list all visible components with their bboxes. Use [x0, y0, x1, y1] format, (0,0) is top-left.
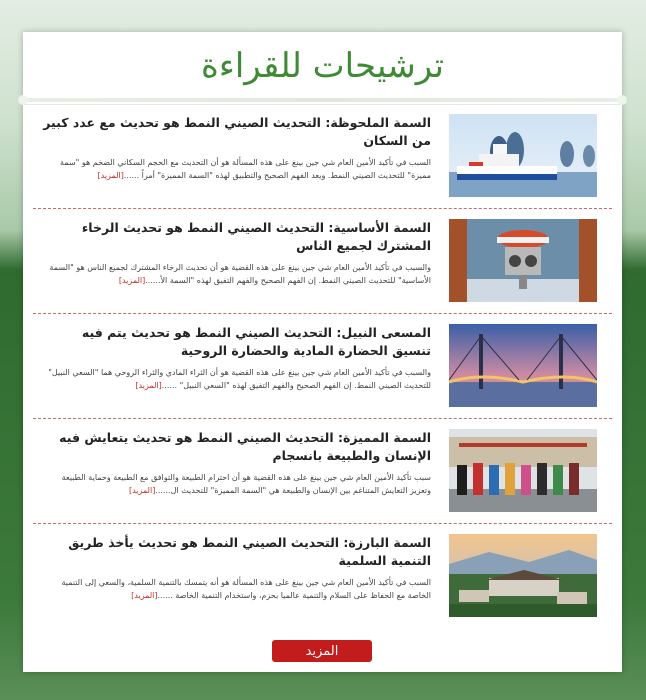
item-separator: [33, 523, 612, 524]
crowd-icon[interactable]: [449, 429, 597, 512]
summary-text: السبب في تأكيد الأمين العام شي جين بينغ على هذه المسألة هو أنه يتمسك بالتنمية السلمية، والسعي إلى التنمية الخاصة مع الحفاظ على السلام والتنمية عالميا بحزم، واستخدام التنمية الخاصة ......: [61, 578, 431, 600]
item-summary: [41, 366, 431, 392]
item-summary: [41, 261, 431, 287]
item-headline[interactable]: السمة المميزة: التحديث الصيني النمط هو تحديث يتعايش فيه الإنسان والطبيعة بانسجام: [59, 430, 431, 463]
summary-text: والسبب في تأكيد الأمين العام شي جين بينغ على هذه القضية هو أن تحديث الرخاء المشترك لجميع الناس هو "السمة الأساسية" للتحديث الصيني النمط. إن الفهم الصحيح والفهم التفيق لهذه "السمة الأ......: [49, 263, 431, 285]
read-more-link[interactable]: [المزيد]: [128, 486, 156, 495]
item-summary: [41, 576, 431, 602]
item-headline[interactable]: السمة البارزة: التحديث الصيني النمط هو تحديث يأخذ طريق التنمية السلمية: [68, 535, 431, 568]
read-more-link[interactable]: [المزيد]: [135, 381, 162, 390]
divider-left-dot: [18, 95, 28, 105]
read-more-link[interactable]: [المزيد]: [118, 276, 146, 285]
item-summary: [41, 156, 431, 182]
item-separator: [33, 313, 612, 314]
summary-text: السبب في تأكيد الأمين العام شي جين بينغ على هذه المسألة هو أن التحديث مع الحجم السكاني الضخم هو "سمة مميزة" للتحديث الصيني النمط. ويعد الفهم الصحيح والتطبيق لهذه "السمة المميزة" أمراً ......: [60, 158, 431, 180]
item-separator: [33, 208, 612, 209]
read-more-link[interactable]: [المزيد]: [97, 171, 124, 180]
page-title: ترشيحات للقراءة: [201, 46, 444, 86]
submersible-icon[interactable]: [449, 219, 597, 302]
bridge-icon[interactable]: [449, 324, 597, 407]
read-more-link[interactable]: [المزيد]: [131, 591, 158, 600]
campus-icon[interactable]: [449, 534, 597, 617]
item-separator: [33, 418, 612, 419]
more-button[interactable]: المزيد: [272, 640, 372, 662]
item-headline[interactable]: السمة الملحوظة: التحديث الصيني النمط هو تحديث مع عدد كبير من السكان: [43, 115, 431, 148]
divider-right-dot: [617, 95, 627, 105]
recommendations-panel: [23, 32, 622, 672]
summary-text: والسبب في تأكيد الأمين العام شي جين بينغ على هذه القضية هو أن الثراء المادي والثراء الروحي هما "السعي النبيل" للتحديث الصيني النمط. إن الفهم الصحيح والفهم التفيق لهذه "السعي النبيل" ......: [48, 368, 431, 390]
title-divider: [23, 98, 622, 102]
research-ship-icon[interactable]: [449, 114, 597, 197]
item-headline[interactable]: المسعى النبيل: التحديث الصيني النمط هو تحديث يتم فيه تنسيق الحضارة المادية والحضارة الروحية: [81, 325, 431, 358]
title-divider-thin: [23, 104, 622, 105]
summary-text: سبب تأكيد الأمين العام شي جين بينغ على هذه القضية هو أن احترام الطبيعة والتوافق مع الطبيعة وحماية الطبيعة وتعزيز التعايش المتناغم بين الإنسان والطبيعة هي "السمة المميزة" للتحديث ال......: [61, 473, 431, 495]
item-summary: [41, 471, 431, 497]
item-headline[interactable]: السمة الأساسية: التحديث الصيني النمط هو تحديث الرخاء المشترك لجميع الناس: [81, 220, 431, 253]
